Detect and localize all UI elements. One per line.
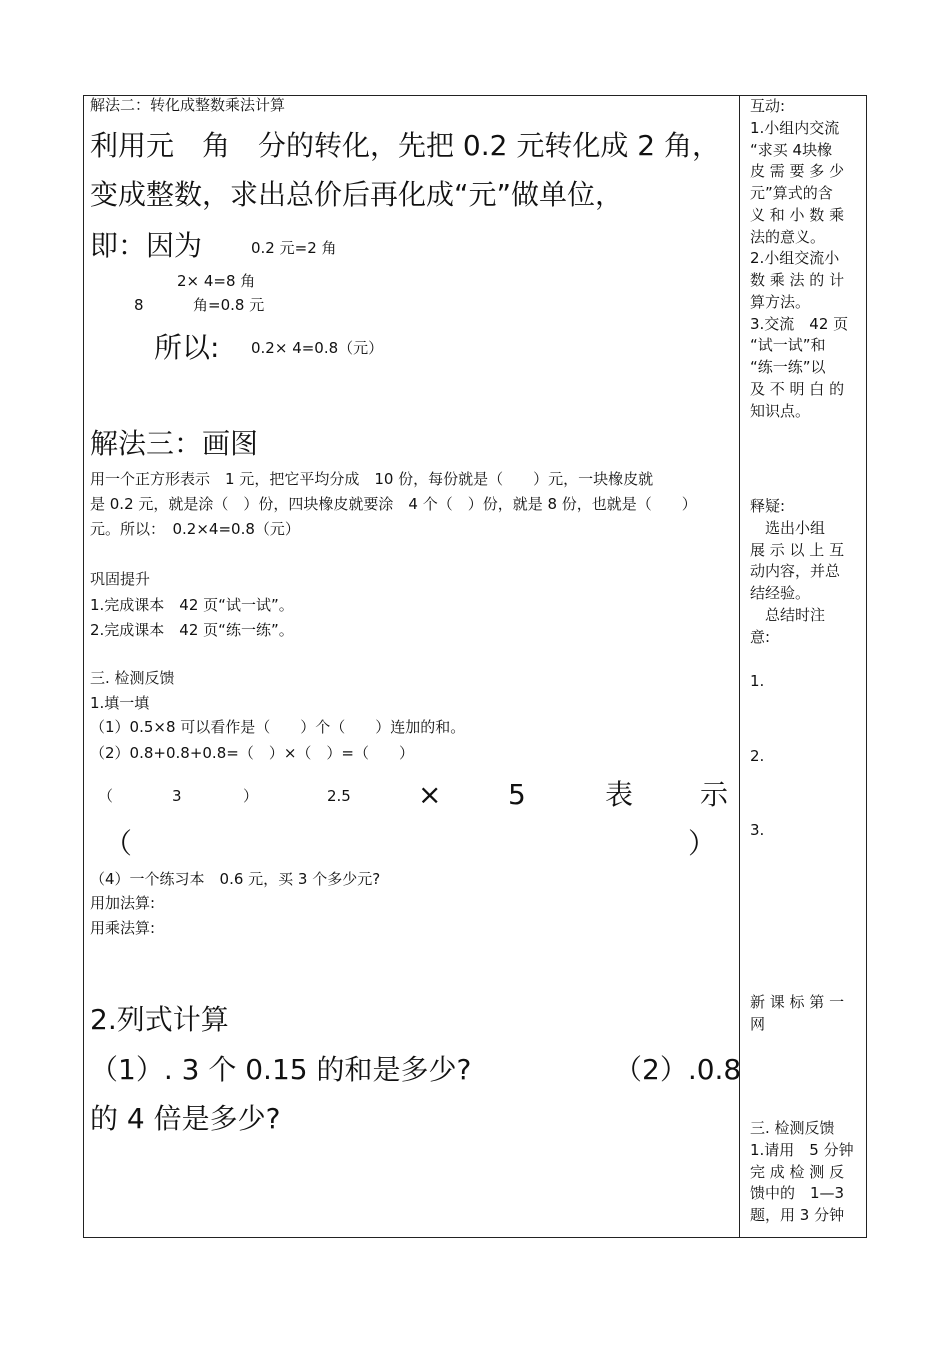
method2-title: 解法二：转化成整数乘法计算 xyxy=(90,96,286,114)
method2-result-num: 8 xyxy=(134,296,144,314)
consolidate-item-1: 1.完成课本 42 页“试一试”。 xyxy=(90,596,294,614)
side-watermark-text xyxy=(750,992,860,1036)
fill-3-answer-open: （ xyxy=(104,827,133,860)
side-line: 结经验。 xyxy=(750,584,811,602)
method2-product: 2× 4=8 角 xyxy=(177,272,256,290)
side-line: 三. 检测反馈 xyxy=(750,1119,835,1137)
side-line: 1.请用 5 分钟 xyxy=(750,1140,854,1159)
method2-conversion: 0.2 元=2 角 xyxy=(251,239,337,257)
side-line: 知识点。 xyxy=(750,401,811,420)
method2-line1: 利用元 角 分的转化，先把 0.2 元转化成 2 角， xyxy=(90,129,720,162)
side-line: 网 xyxy=(750,1014,766,1033)
side-explain-block xyxy=(750,496,860,648)
method3-paragraph-line2: 是 0.2 元，就是涂（ ）份，四块橡皮就要涂 4 个（ ）份，就是 8 份，也就是（ ） xyxy=(90,495,697,513)
calc-item-2: （2）.0.8 xyxy=(614,1053,742,1086)
method3-paragraph-line3: 元。所以： 0.2×4=0.8（元） xyxy=(90,520,300,538)
side-line: “练一练”以 xyxy=(750,358,826,376)
side-line: 皮 需 要 多 少 xyxy=(750,162,845,181)
side-line: 选出小组 xyxy=(750,518,826,537)
fill-item-4: （4）一个练习本 0.6 元，买 3 个多少元? xyxy=(90,870,381,888)
fill-3-number: 3 xyxy=(172,787,182,805)
side-line: 总结时注 xyxy=(750,605,826,624)
side-line: 意: xyxy=(750,627,771,646)
side-line: 3.交流 42 页 xyxy=(750,314,849,333)
fill-4-multiplication: 用乘法算: xyxy=(90,919,156,937)
fill-3-close-paren: ） xyxy=(243,787,259,805)
side-line: 算方法。 xyxy=(750,292,811,311)
side-line: 展 示 以 上 互 xyxy=(750,540,845,559)
method2-so: 所以: xyxy=(154,331,220,364)
side-line: 题，用 3 分钟 xyxy=(750,1206,845,1224)
fill-3-factor-b: 5 xyxy=(508,778,526,811)
method2-answer: 0.2× 4=0.8（元） xyxy=(251,339,384,357)
side-line: 2.小组交流小 xyxy=(750,249,840,268)
fill-4-addition: 用加法算: xyxy=(90,894,156,912)
calc-title: 2.列式计算 xyxy=(90,1003,229,1036)
calc-item-2-cont: 的 4 倍是多少? xyxy=(90,1102,281,1135)
fill-3-factor-a: 2.5 xyxy=(327,787,351,805)
feedback-title: 三. 检测反馈 xyxy=(90,669,175,687)
method2-line2: 变成整数，求出总价后再化成“元”做单位， xyxy=(90,178,624,211)
side-line: “试一试”和 xyxy=(750,336,826,355)
side-feedback-block xyxy=(750,1118,860,1227)
consolidate-item-2: 2.完成课本 42 页“练一练”。 xyxy=(90,621,294,639)
fill-item-1: （1）0.5×8 可以看作是（ ）个（ ）连加的和。 xyxy=(90,718,466,736)
side-line: 义 和 小 数 乘 xyxy=(750,205,845,224)
side-line: 法的意义。 xyxy=(750,227,826,246)
consolidate-title: 巩固提升 xyxy=(90,570,151,588)
side-line: 完 成 检 测 反 xyxy=(750,1162,845,1181)
fill-3-open-paren: （ xyxy=(98,787,114,805)
side-note-3: 3. xyxy=(750,821,765,839)
side-explain-title: 释疑: xyxy=(750,497,786,515)
side-interaction-block xyxy=(750,96,860,422)
side-line: 元”算式的含 xyxy=(750,184,833,202)
fill-3-answer-close: ） xyxy=(688,827,717,860)
side-line: 馈中的 1—3 xyxy=(750,1184,845,1203)
side-line: 新 课 标 第 一 xyxy=(750,993,845,1011)
side-note-1: 1. xyxy=(750,672,765,690)
method3-title: 解法三：画图 xyxy=(90,427,259,460)
method2-result-unit: 角=0.8 元 xyxy=(193,296,265,314)
fill-3-times: × xyxy=(418,778,442,811)
fill-title: 1.填一填 xyxy=(90,694,150,712)
calc-item-1: （1）. 3 个 0.15 的和是多少? xyxy=(90,1053,472,1086)
side-line: 互动: xyxy=(750,97,786,115)
side-line: “求买 4块橡 xyxy=(750,140,833,159)
side-line: 数 乘 法 的 计 xyxy=(750,271,845,289)
side-line: 动内容，并总 xyxy=(750,562,841,581)
method2-because: 即：因为 xyxy=(90,229,203,262)
fill-item-2: （2）0.8+0.8+0.8=（ ）×（ ）=（ ） xyxy=(90,744,414,762)
method3-paragraph-line1: 用一个正方形表示 1 元，把它平均分成 10 份，每份就是（ ）元，一块橡皮就 xyxy=(90,470,654,488)
fill-3-word-1: 表 xyxy=(605,778,634,811)
side-note-2: 2. xyxy=(750,747,765,765)
side-line: 及 不 明 白 的 xyxy=(750,379,845,398)
side-line: 1.小组内交流 xyxy=(750,118,840,137)
fill-3-word-2: 示 xyxy=(700,778,729,811)
